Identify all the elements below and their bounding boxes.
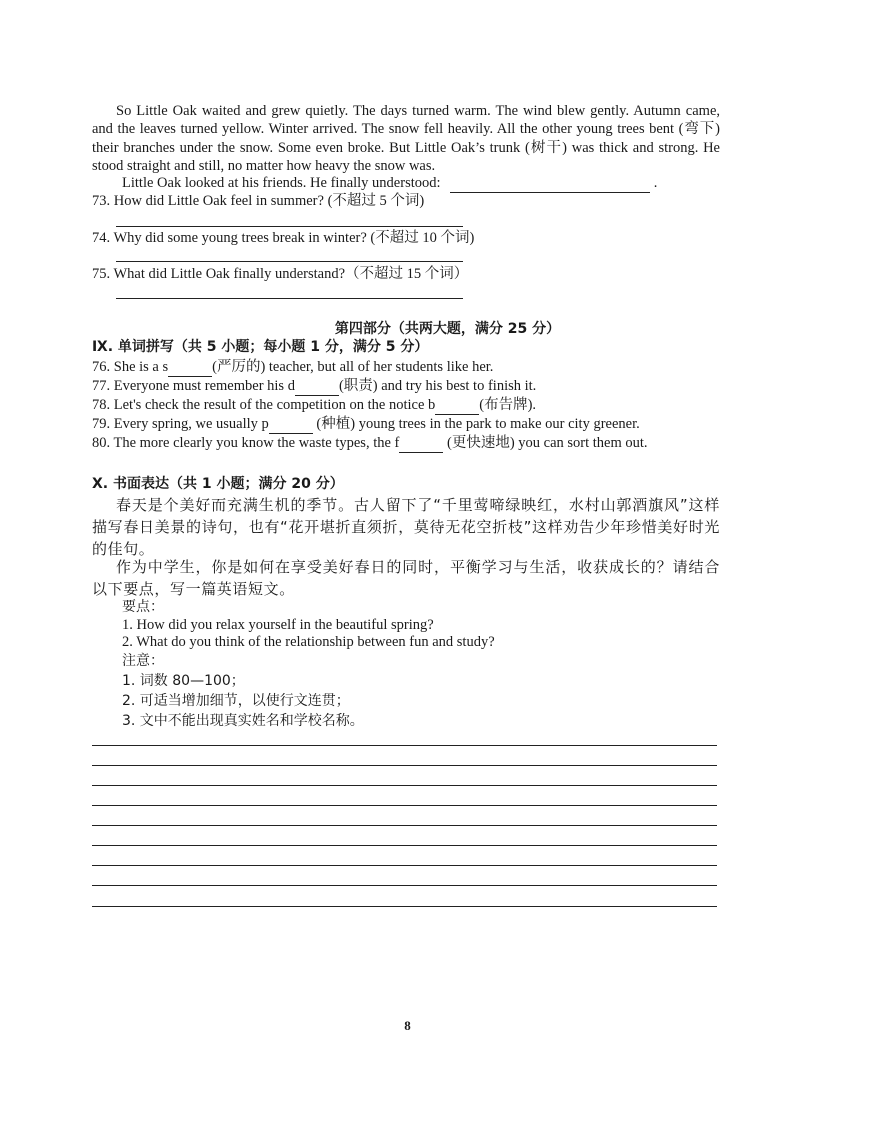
page-number: 8	[404, 1018, 411, 1033]
spelling-item-77	[92, 377, 536, 396]
answer-line-73[interactable]	[116, 226, 463, 227]
spelling-item-78-before: 78. Let's check the result of the competition on the notice b	[92, 397, 436, 413]
points-label: 要点：	[122, 599, 164, 615]
spelling-item-76-before: 76. She is a s	[92, 359, 169, 375]
writing-line[interactable]	[92, 805, 717, 806]
spelling-blank-76[interactable]	[168, 358, 212, 377]
section10-title: X. 书面表达（共 1 小题；满分 20 分）	[92, 476, 344, 492]
spelling-item-80	[92, 434, 648, 453]
spelling-item-77-after: (职责) and try his best to finish it.	[338, 378, 537, 394]
notes-label: 注意：	[122, 653, 164, 669]
spelling-item-80-before: 80. The more clearly you know the waste types, the f	[92, 435, 400, 451]
note-1: 1. 词数 80—100；	[122, 673, 245, 689]
writing-line[interactable]	[92, 745, 717, 746]
question-74: 74. Why did some young trees break in winter? (不超过 10 个词)	[92, 230, 475, 246]
spelling-item-78	[92, 396, 536, 415]
spelling-item-79-after: (种植) young trees in the park to make our city greener.	[312, 416, 640, 432]
passage-paragraph-2	[122, 174, 657, 193]
writing-line[interactable]	[92, 785, 717, 786]
spelling-item-79-before: 79. Every spring, we usually p	[92, 416, 269, 432]
spelling-blank-80[interactable]	[399, 434, 443, 453]
writing-prompt-paragraph-2: 作为中学生，你是如何在享受美好春日的同时，平衡学习与生活，收获成长的？请结合以下要点，写一篇英语短文。	[92, 558, 720, 598]
point-2: 2. What do you think of the relationship between fun and study?	[122, 634, 495, 650]
answer-blank-summary[interactable]	[450, 174, 650, 193]
writing-line[interactable]	[92, 885, 717, 886]
passage-paragraph-1: So Little Oak waited and grew quietly. The days turned warm. The wind blew gently. Autumn came, and the leaves turned yellow. Winter arrived. The snow fell heavily. All the other young trees bent (弯下) their branches under the snow. Some even broke. But Little Oak’s trunk (树干) was thick and strong. He stood straight and still, no matter how heavy the snow was.	[92, 103, 720, 175]
passage-paragraph-2-text: Little Oak looked at his friends. He finally understood:	[122, 175, 441, 191]
question-73: 73. How did Little Oak feel in summer? (不超过 5 个词)	[92, 193, 425, 209]
spelling-item-78-after: (布告牌).	[479, 397, 537, 413]
spelling-item-80-after: (更快速地) you can sort them out.	[443, 435, 648, 451]
passage-paragraph-2-end: .	[653, 175, 658, 191]
note-2: 2. 可适当增加细节，以使行文连贯；	[122, 693, 350, 709]
spelling-item-76	[92, 358, 493, 377]
answer-line-74[interactable]	[116, 261, 463, 262]
writing-line[interactable]	[92, 845, 717, 846]
point-1: 1. How did you relax yourself in the beautiful spring?	[122, 617, 434, 633]
writing-line[interactable]	[92, 825, 717, 826]
part4-heading: 第四部分（共两大题，满分 25 分）	[334, 321, 561, 337]
answer-line-75[interactable]	[116, 298, 463, 299]
writing-line[interactable]	[92, 765, 717, 766]
spelling-blank-77[interactable]	[295, 377, 339, 396]
writing-prompt-paragraph-1: 春天是个美好而充满生机的季节。古人留下了“千里莺啼绿映红，水村山郭酒旗风”这样描写春日美景的诗句，也有“花开堪折直须折，莫待无花空折枝”这样劝告少年珍惜美好时光的佳句。	[92, 496, 720, 558]
section9-title: Ⅸ. 单词拼写（共 5 小题；每小题 1 分，满分 5 分）	[92, 339, 429, 355]
spelling-item-79	[92, 415, 640, 434]
spelling-item-76-after: (严厉的) teacher, but all of her students like her.	[212, 359, 494, 375]
spelling-blank-79[interactable]	[269, 415, 313, 434]
spelling-item-77-before: 77. Everyone must remember his d	[92, 378, 295, 394]
writing-line[interactable]	[92, 906, 717, 907]
writing-line[interactable]	[92, 865, 717, 866]
question-75: 75. What did Little Oak finally understand?（不超过 15 个词）	[92, 266, 469, 282]
note-3: 3. 文中不能出现真实姓名和学校名称。	[122, 713, 364, 729]
spelling-blank-78[interactable]	[435, 396, 479, 415]
